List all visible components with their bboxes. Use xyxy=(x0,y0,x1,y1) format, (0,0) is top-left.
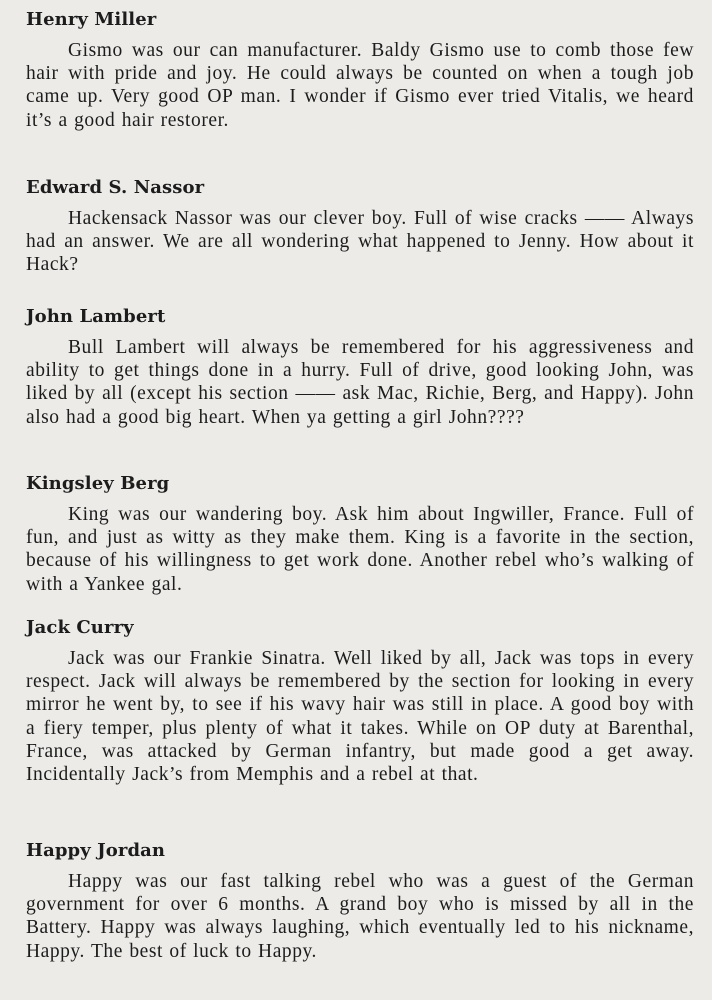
entry-bio: Bull Lambert will always be remembered for his aggressiveness and ability to get things done in a hurry. Full of drive, good looking John, was liked by all (except his section —— ask Mac, Richie, Berg, and Happy). John also had a good big heart. When ya getting a girl John???? xyxy=(26,337,694,428)
entry-bio: Hackensack Nassor was our clever boy. Full of wise cracks —— Always had an answer. We are all wondering what happened to Jenny. How about it Hack? xyxy=(26,208,694,276)
entry-john-lambert xyxy=(26,305,694,429)
entry-bio: Jack was our Frankie Sinatra. Well liked by all, Jack was tops in every respect. Jack will always be remembered by the section for looking in every mirror he went by, to see if his wavy hair was still in place. A good boy with a fiery temper, plus plenty of what it takes. While on OP duty at Barenthal, France, was attacked by German infantry, but made good a get away. Incidentally Jack’s from Memphis and a rebel at that. xyxy=(26,648,694,786)
entry-henry-miller xyxy=(26,8,694,132)
entry-name: Happy Jordan xyxy=(26,840,166,861)
entry-name: Henry Miller xyxy=(26,9,157,30)
entry-bio: King was our wandering boy. Ask him about Ingwiller, France. Full of fun, and just as witty as they make them. King is a favorite in the section, because of his willingness to get work done. Another rebel who’s walking of with a Yankee gal. xyxy=(26,504,694,595)
entry-name: Kingsley Berg xyxy=(26,473,170,494)
entry-name: Jack Curry xyxy=(26,617,134,638)
entry-kingsley-berg xyxy=(26,472,694,596)
entry-jack-curry xyxy=(26,616,694,786)
entry-bio: Happy was our fast talking rebel who was a guest of the German government for over 6 months. A grand boy who is missed by all in the Battery. Happy was always laughing, which eventually led to his nickname, Happy. The best of luck to Happy. xyxy=(26,871,694,962)
entry-edward-s-nassor xyxy=(26,176,694,277)
entry-name: John Lambert xyxy=(26,306,166,327)
entry-name: Edward S. Nassor xyxy=(26,177,205,198)
entry-happy-jordan xyxy=(26,839,694,963)
entry-bio: Gismo was our can manufacturer. Baldy Gismo use to comb those few hair with pride and joy. He could always be counted on when a tough job came up. Very good OP man. I wonder if Gismo ever tried Vitalis, we heard it’s a good hair restorer. xyxy=(26,40,694,131)
